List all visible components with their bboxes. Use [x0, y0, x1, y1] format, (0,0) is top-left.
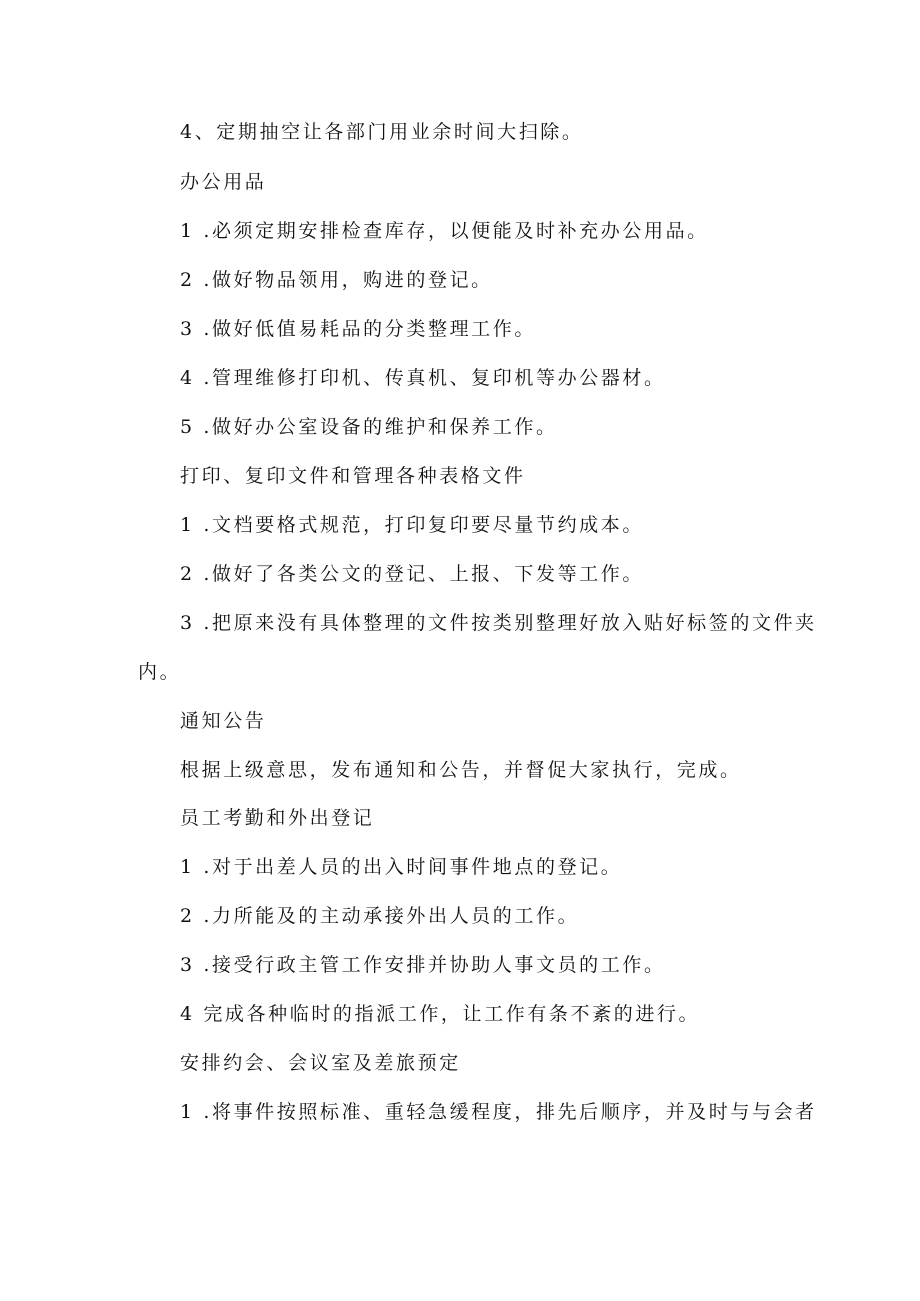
list-item: 1 .必须定期安排检查库存，以便能及时补充办公用品。	[180, 220, 709, 242]
list-item: 4、定期抽空让各部门用业余时间大扫除。	[180, 121, 584, 143]
paragraph: 根据上级意思，发布通知和公告，并督促大家执行，完成。	[180, 759, 742, 781]
list-item: 3 .做好低值易耗品的分类整理工作。	[180, 318, 536, 340]
section-heading: 办公用品	[180, 171, 267, 193]
list-item: 2 .做好了各类公文的登记、上报、下发等工作。	[180, 563, 644, 585]
list-item: 1 .对于出差人员的出入时间事件地点的登记。	[180, 856, 623, 878]
list-item-continuation: 内。	[138, 661, 182, 683]
section-heading: 打印、复印文件和管理各种表格文件	[180, 465, 526, 487]
list-item: 3 .把原来没有具体整理的文件按类别整理好放入贴好标签的文件夹	[180, 612, 817, 634]
list-item: 1 .将事件按照标准、重轻急缓程度，排先后顺序，并及时与与会者	[180, 1101, 817, 1123]
list-item: 3 .接受行政主管工作安排并协助人事文员的工作。	[180, 954, 666, 976]
list-item: 4 完成各种临时的指派工作，让工作有条不紊的进行。	[180, 1003, 701, 1025]
list-item: 4 .管理维修打印机、传真机、复印机等办公器材。	[180, 367, 666, 389]
section-heading: 通知公告	[180, 710, 267, 732]
list-item: 1 .文档要格式规范，打印复印要尽量节约成本。	[180, 514, 644, 536]
section-heading: 安排约会、会议室及差旅预定	[180, 1052, 461, 1074]
list-item: 2 .做好物品领用，购进的登记。	[180, 269, 493, 291]
section-heading: 员工考勤和外出登记	[180, 807, 375, 829]
list-item: 5 .做好办公室设备的维护和保养工作。	[180, 416, 558, 438]
list-item: 2 .力所能及的主动承接外出人员的工作。	[180, 905, 580, 927]
